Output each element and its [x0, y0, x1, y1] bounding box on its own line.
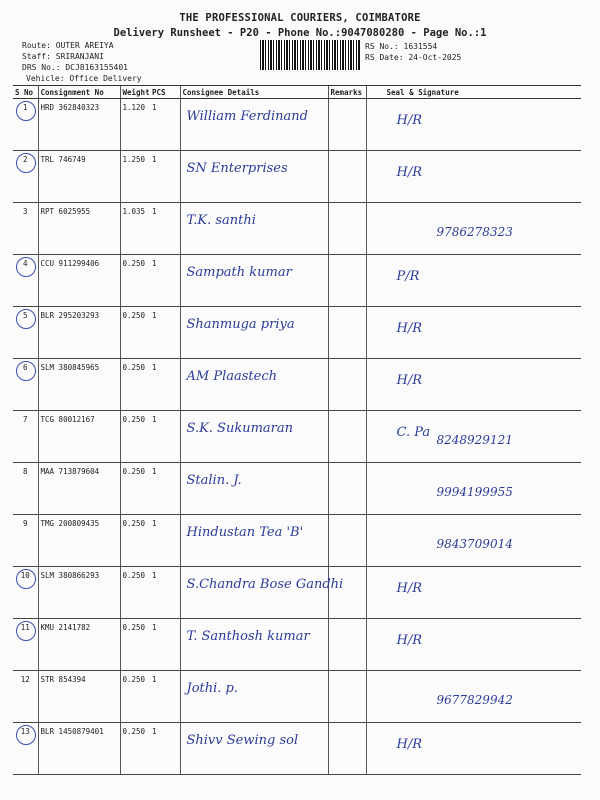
row-signature — [366, 203, 581, 255]
col-header-remarks: Remarks — [328, 86, 366, 99]
row-signature — [366, 723, 581, 775]
row-sno: 4 — [13, 255, 38, 307]
row-weight: 1.250 — [120, 151, 150, 203]
col-header-seal: Seal & Signature — [366, 86, 581, 99]
sno-circle-mark — [16, 153, 36, 173]
row-consignee: T. Santhosh kumar — [180, 619, 328, 671]
row-sno: 11 — [13, 619, 38, 671]
row-consignee: S.Chandra Bose Gandhi — [180, 567, 328, 619]
row-pcs: 1 — [150, 463, 180, 515]
row-remarks — [328, 567, 366, 619]
row-remarks — [328, 359, 366, 411]
table-row — [13, 619, 581, 671]
row-consignee: T.K. santhi — [180, 203, 328, 255]
sno-circle-mark — [16, 361, 36, 381]
row-consignment-no: SLM 380845965 — [38, 359, 120, 411]
signature-text: H/R — [396, 165, 423, 180]
sno-circle-mark — [16, 257, 36, 277]
row-weight: 1.120 — [120, 99, 150, 151]
row-remarks — [328, 619, 366, 671]
row-sno: 9 — [13, 515, 38, 567]
signature-phone: 9994199955 — [436, 485, 513, 499]
row-signature — [366, 255, 581, 307]
sno-circle-mark — [16, 621, 36, 641]
row-signature — [366, 567, 581, 619]
row-weight: 0.250 — [120, 567, 150, 619]
row-sno: 10 — [13, 567, 38, 619]
row-pcs: 1 — [150, 723, 180, 775]
row-sno: 8 — [13, 463, 38, 515]
row-weight: 0.250 — [120, 255, 150, 307]
row-consignment-no: TRL 746749 — [38, 151, 120, 203]
table-header-row — [13, 86, 581, 99]
row-consignment-no: BLR 295203293 — [38, 307, 120, 359]
barcode-image — [260, 40, 360, 70]
row-consignment-no: KMU 2141782 — [38, 619, 120, 671]
row-signature — [366, 99, 581, 151]
runsheet-meta-left — [22, 40, 142, 84]
signature-text: H/R — [396, 737, 423, 752]
row-pcs: 1 — [150, 619, 180, 671]
row-signature — [366, 671, 581, 723]
drs-number: DRS No.: DCJ8163155401 — [22, 63, 128, 72]
row-consignment-no: TCG 80012167 — [38, 411, 120, 463]
row-weight: 0.250 — [120, 359, 150, 411]
row-sno: 5 — [13, 307, 38, 359]
row-consignment-no: TMG 200809435 — [38, 515, 120, 567]
row-consignee: Shanmuga priya — [180, 307, 328, 359]
row-consignee: Sampath kumar — [180, 255, 328, 307]
company-title: THE PROFESSIONAL COURIERS, COIMBATORE — [179, 12, 421, 24]
row-pcs: 1 — [150, 411, 180, 463]
row-remarks — [328, 411, 366, 463]
rs-date: RS Date: 24-Oct-2025 — [365, 53, 462, 62]
signature-text: H/R — [396, 373, 423, 388]
row-signature — [366, 307, 581, 359]
row-pcs: 1 — [150, 359, 180, 411]
runsheet-meta-right — [365, 41, 461, 63]
row-remarks — [328, 671, 366, 723]
signature-phone: 9843709014 — [436, 537, 513, 551]
row-remarks — [328, 203, 366, 255]
row-consignment-no: MAA 713879604 — [38, 463, 120, 515]
signature-text: H/R — [396, 633, 423, 648]
row-consignment-no: HRD 362840323 — [38, 99, 120, 151]
row-signature — [366, 515, 581, 567]
table-row — [13, 411, 581, 463]
row-weight: 0.250 — [120, 671, 150, 723]
row-remarks — [328, 99, 366, 151]
sno-circle-mark — [16, 101, 36, 121]
col-header-pcs: PCS — [150, 86, 180, 99]
row-pcs: 1 — [150, 203, 180, 255]
row-weight: 0.250 — [120, 463, 150, 515]
route-text: Route: OUTER AREIYA — [22, 41, 114, 50]
row-remarks — [328, 255, 366, 307]
row-signature — [366, 151, 581, 203]
row-consignee: S.K. Sukumaran — [180, 411, 328, 463]
signature-text: H/R — [396, 581, 423, 596]
col-header-consignee: Consignee Details — [180, 86, 328, 99]
table-row — [13, 99, 581, 151]
row-pcs: 1 — [150, 99, 180, 151]
table-row — [13, 723, 581, 775]
row-consignee: AM Plaastech — [180, 359, 328, 411]
row-sno: 3 — [13, 203, 38, 255]
row-weight: 1.035 — [120, 203, 150, 255]
sno-circle-mark — [16, 725, 36, 745]
table-row — [13, 463, 581, 515]
row-consignment-no: RPT 6025955 — [38, 203, 120, 255]
row-signature — [366, 359, 581, 411]
row-sno: 7 — [13, 411, 38, 463]
col-header-weight: Weight — [120, 86, 150, 99]
table-row — [13, 151, 581, 203]
row-sno: 12 — [13, 671, 38, 723]
row-consignment-no: STR 854394 — [38, 671, 120, 723]
row-sno: 6 — [13, 359, 38, 411]
row-weight: 0.250 — [120, 411, 150, 463]
row-weight: 0.250 — [120, 515, 150, 567]
row-consignee: SN Enterprises — [180, 151, 328, 203]
row-consignment-no: SLM 380866293 — [38, 567, 120, 619]
row-consignee: William Ferdinand — [180, 99, 328, 151]
sno-circle-mark — [16, 569, 36, 589]
runsheet-subtitle: Delivery Runsheet - P20 - Phone No.:9047080280 - Page No.:1 — [113, 27, 487, 39]
row-signature — [366, 463, 581, 515]
table-row — [13, 359, 581, 411]
table-row — [13, 203, 581, 255]
table-row — [13, 671, 581, 723]
table-row — [13, 255, 581, 307]
row-pcs: 1 — [150, 567, 180, 619]
row-consignee: Hindustan Tea 'B' — [180, 515, 328, 567]
col-header-sno: S No — [13, 86, 38, 99]
row-weight: 0.250 — [120, 619, 150, 671]
vehicle-text: Vehicle: Office Delivery — [26, 74, 142, 83]
table-row — [13, 307, 581, 359]
row-consignee: Shivv Sewing sol — [180, 723, 328, 775]
staff-text: Staff: SRIRANJANI — [22, 52, 104, 61]
row-pcs: 1 — [150, 255, 180, 307]
row-pcs: 1 — [150, 307, 180, 359]
table-row — [13, 567, 581, 619]
row-remarks — [328, 723, 366, 775]
row-remarks — [328, 463, 366, 515]
row-consignee: Jothi. p. — [180, 671, 328, 723]
row-pcs: 1 — [150, 515, 180, 567]
table-row — [13, 515, 581, 567]
rs-number: RS No.: 1631554 — [365, 42, 438, 51]
signature-text: H/R — [396, 113, 423, 128]
row-consignment-no: CCU 911299406 — [38, 255, 120, 307]
row-remarks — [328, 151, 366, 203]
row-remarks — [328, 515, 366, 567]
row-sno: 1 — [13, 99, 38, 151]
signature-text: H/R — [396, 321, 423, 336]
row-consignee: Stalin. J. — [180, 463, 328, 515]
signature-phone: 9677829942 — [436, 693, 513, 707]
row-consignment-no: BLR 1450879401 — [38, 723, 120, 775]
row-remarks — [328, 307, 366, 359]
sno-circle-mark — [16, 309, 36, 329]
signature-phone: 9786278323 — [436, 225, 513, 239]
col-header-consignment: Consignment No — [38, 86, 120, 99]
row-pcs: 1 — [150, 151, 180, 203]
row-weight: 0.250 — [120, 723, 150, 775]
signature-phone: 8248929121 — [436, 433, 513, 447]
row-signature — [366, 619, 581, 671]
delivery-table — [13, 85, 581, 775]
row-pcs: 1 — [150, 671, 180, 723]
row-signature — [366, 411, 581, 463]
signature-text: P/R — [396, 269, 420, 284]
row-weight: 0.250 — [120, 307, 150, 359]
row-sno: 2 — [13, 151, 38, 203]
row-sno: 13 — [13, 723, 38, 775]
signature-text: C. Pa — [396, 425, 431, 440]
